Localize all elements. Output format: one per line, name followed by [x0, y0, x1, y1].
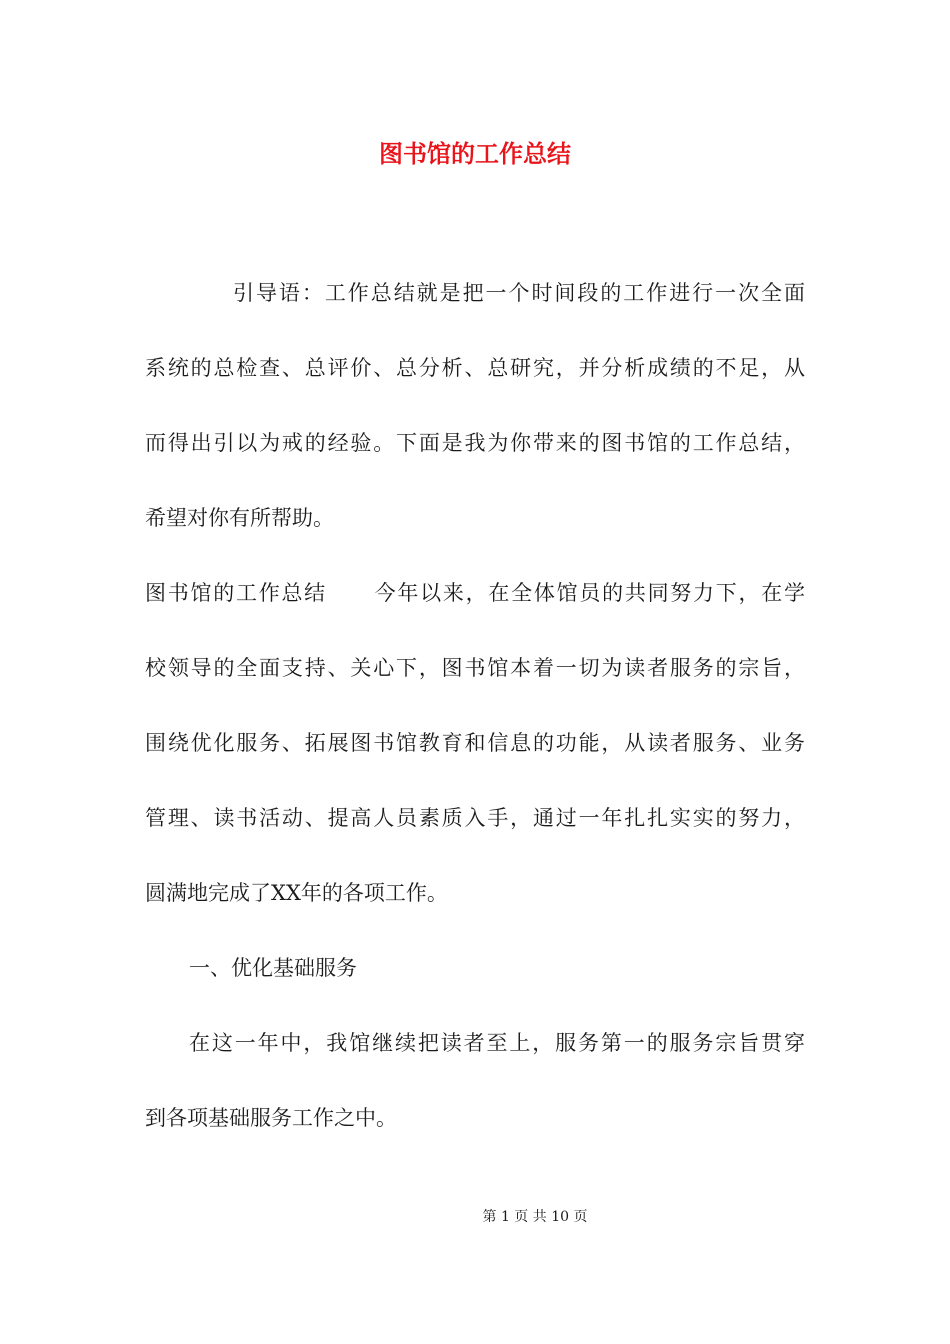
intro-line-3: 而得出引以为戒的经验。下面是我为你带来的图书馆的工作总结， [145, 431, 805, 455]
section-heading-1: 一、优化基础服务 [189, 956, 357, 980]
intro-line-4: 希望对你有所帮助。 [145, 506, 334, 530]
summary-line-2: 校领导的全面支持、关心下，图书馆本着一切为读者服务的宗旨， [145, 656, 805, 680]
summary-line-1-text: 今年以来，在全体馆员的共同努力下，在学 [372, 581, 806, 605]
intro-line-2: 系统的总检查、总评价、总分析、总研究，并分析成绩的不足，从 [145, 356, 805, 380]
summary-line-3: 围绕优化服务、拓展图书馆教育和信息的功能，从读者服务、业务 [145, 731, 805, 755]
summary-line-4: 管理、读书活动、提高人员素质入手，通过一年扎扎实实的努力， [145, 806, 805, 830]
section-1-line-1: 在这一年中，我馆继续把读者至上，服务第一的服务宗旨贯穿 [189, 1031, 805, 1055]
page-footer: 第 1 页 共 10 页 [482, 1209, 588, 1225]
document-title: 图书馆的工作总结 [379, 139, 571, 168]
section-1-line-2: 到各项基础服务工作之中。 [145, 1106, 397, 1130]
summary-heading-inline: 图书馆的工作总结 [145, 581, 327, 605]
intro-line-1: 引导语：工作总结就是把一个时间段的工作进行一次全面 [233, 281, 805, 305]
summary-line-5: 圆满地完成了XX年的各项工作。 [145, 881, 448, 905]
summary-line-1 [145, 575, 805, 650]
document-body [145, 275, 805, 1175]
